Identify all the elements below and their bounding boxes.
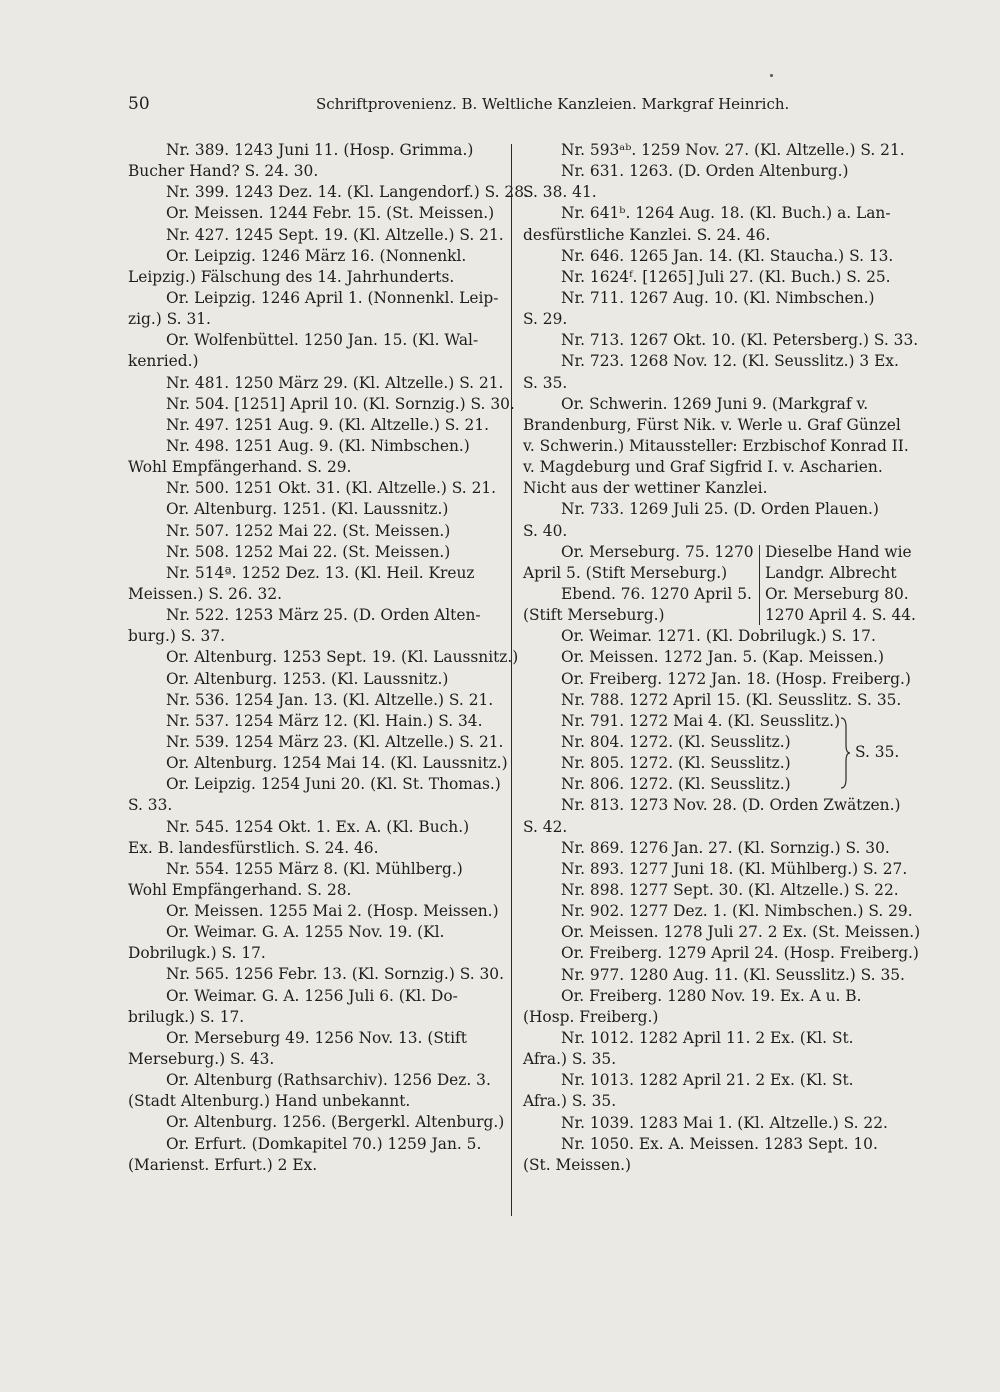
text-line: S. 42. <box>523 817 568 836</box>
text-line: Nr. 554. 1255 März 8. (Kl. Mühlberg.) <box>166 859 463 878</box>
text-line: zig.) S. 31. <box>128 310 211 329</box>
text-line: Or. Altenburg. 1254 Mai 14. (Kl. Laussnitz.) <box>166 754 508 773</box>
merseburg-line-2: April 5. (Stift Merseburg.) <box>523 563 728 582</box>
text-line: Ex. B. landesfürstlich. S. 24. 46. <box>128 838 379 857</box>
text-line: kenried.) <box>128 352 199 371</box>
seusslitz-entry-block <box>523 711 898 796</box>
text-line: (St. Meissen.) <box>523 1155 632 1174</box>
text-line: Or. Freiberg. 1280 Nov. 19. Ex. A u. B. <box>561 986 862 1005</box>
text-line: (Stadt Altenburg.) Hand unbekannt. <box>128 1092 411 1111</box>
print-speck <box>770 74 773 77</box>
text-line: Or. Leipzig. 1254 Juni 20. (Kl. St. Thomas.) <box>166 775 501 794</box>
seusslitz-line-3: Nr. 805. 1272. (Kl. Seusslitz.) <box>561 754 791 773</box>
right-column-entries-a <box>523 140 919 542</box>
text-line: Or. Meissen. 1255 Mai 2. (Hosp. Meissen.) <box>166 902 499 921</box>
text-line: Nr. 539. 1254 März 23. (Kl. Altzelle.) S. 21. <box>166 732 504 751</box>
text-line: Afra.) S. 35. <box>523 1050 617 1069</box>
text-line: Or. Altenburg. 1253. (Kl. Laussnitz.) <box>166 669 449 688</box>
text-line: Nr. 427. 1245 Sept. 19. (Kl. Altzelle.) S. 21. <box>166 225 504 244</box>
text-line: Nr. 977. 1280 Aug. 11. (Kl. Seusslitz.) S. 35. <box>561 965 905 984</box>
text-line: Nr. 869. 1276 Jan. 27. (Kl. Sornzig.) S. 30. <box>561 838 890 857</box>
curly-brace <box>839 717 851 789</box>
text-line: Nr. 498. 1251 Aug. 9. (Kl. Nimbschen.) <box>166 436 470 455</box>
text-line: Nr. 536. 1254 Jan. 13. (Kl. Altzelle.) S. 21. <box>166 690 494 709</box>
text-line: Nr. 545. 1254 Okt. 1. Ex. A. (Kl. Buch.) <box>166 817 470 836</box>
text-line: Or. Wolfenbüttel. 1250 Jan. 15. (Kl. Wal- <box>166 331 479 350</box>
text-line: Or. Leipzig. 1246 März 16. (Nonnenkl. <box>166 246 467 265</box>
text-line: Nr. 593ᵃᵇ. 1259 Nov. 27. (Kl. Altzelle.) S. 21. <box>561 141 905 159</box>
text-line: Nr. 723. 1268 Nov. 12. (Kl. Seusslitz.) 3 Ex. <box>561 352 899 371</box>
text-line: Or. Altenburg (Rathsarchiv). 1256 Dez. 3. <box>166 1071 491 1090</box>
text-line: desfürstliche Kanzlei. S. 24. 46. <box>523 225 771 244</box>
merseburg-line-4: (Stift Merseburg.) <box>523 606 665 625</box>
text-line: Or. Meissen. 1244 Febr. 15. (St. Meissen.) <box>166 204 495 223</box>
text-line: Nr. 788. 1272 April 15. (Kl. Seusslitz. S. 35. <box>561 690 902 709</box>
text-line: Or. Weimar. G. A. 1255 Nov. 19. (Kl. <box>166 923 445 942</box>
text-line: Nr. 1012. 1282 April 11. 2 Ex. (Kl. St. <box>561 1028 854 1047</box>
text-line: S. 33. <box>128 796 173 815</box>
text-line: Or. Leipzig. 1246 April 1. (Nonnenkl. Leip- <box>166 288 499 307</box>
text-line: Meissen.) S. 26. 32. <box>128 584 283 603</box>
text-line: (Hosp. Freiberg.) <box>523 1007 659 1026</box>
page-header <box>128 92 880 116</box>
text-line: Nr. 733. 1269 Juli 25. (D. Orden Plauen.) <box>561 500 879 519</box>
merseburg-line-1: Or. Merseburg. 75. 1270 <box>561 542 754 561</box>
text-line: Nr. 497. 1251 Aug. 9. (Kl. Altzelle.) S. 21. <box>166 415 490 434</box>
text-line: Wohl Empfängerhand. S. 28. <box>128 880 352 899</box>
text-line: Dobrilugk.) S. 17. <box>128 944 266 963</box>
text-line: Or. Weimar. 1271. (Kl. Dobrilugk.) S. 17. <box>561 627 876 646</box>
text-line: Nr. 504. [1251] April 10. (Kl. Sornzig.) S. 30. <box>166 394 515 413</box>
text-line: Nr. 507. 1252 Mai 22. (St. Meissen.) <box>166 521 451 540</box>
page-number: 50 <box>128 94 150 114</box>
left-column <box>128 140 529 1176</box>
text-line: Nr. 893. 1277 Juni 18. (Kl. Mühlberg.) S. 27. <box>561 859 908 878</box>
text-line: S. 38. 41. <box>523 183 597 202</box>
text-line: Or. Erfurt. (Domkapitel 70.) 1259 Jan. 5. <box>166 1134 482 1153</box>
text-line: v. Schwerin.) Mitaussteller: Erzbischof Konrad II. <box>523 436 909 455</box>
text-line: Nr. 522. 1253 März 25. (D. Orden Alten- <box>166 606 481 625</box>
text-line: Leipzig.) Fälschung des 14. Jahrhunderts. <box>128 267 455 286</box>
text-line: Nr. 399. 1243 Dez. 14. (Kl. Langendorf.) S. 28. <box>166 183 529 202</box>
text-line: Nr. 898. 1277 Sept. 30. (Kl. Altzelle.) S. 22. <box>561 880 899 899</box>
text-line: Or. Schwerin. 1269 Juni 9. (Markgraf v. <box>561 394 869 413</box>
merseburg-line-3: Ebend. 76. 1270 April 5. <box>561 584 752 603</box>
text-line: Nr. 514ª. 1252 Dez. 13. (Kl. Heil. Kreuz <box>166 563 475 582</box>
text-line: Or. Weimar. G. A. 1256 Juli 6. (Kl. Do- <box>166 986 458 1005</box>
text-line: Nr. 565. 1256 Febr. 13. (Kl. Sornzig.) S. 30. <box>166 965 504 984</box>
merseburg-note-2: Landgr. Albrecht <box>765 563 897 582</box>
text-line: Nr. 631. 1263. (D. Orden Altenburg.) <box>561 162 849 181</box>
text-line: Nr. 713. 1267 Okt. 10. (Kl. Petersberg.) S. 33. <box>561 331 919 350</box>
right-column-entries-c <box>523 795 921 1176</box>
seusslitz-brace-label: S. 35. <box>855 742 900 761</box>
right-column <box>523 140 921 1176</box>
text-line: S. 29. <box>523 310 568 329</box>
text-line: v. Magdeburg und Graf Sigfrid I. v. Ascharien. <box>523 458 883 477</box>
text-line: Nr. 711. 1267 Aug. 10. (Kl. Nimbschen.) <box>561 288 875 307</box>
text-line: Nr. 1013. 1282 April 21. 2 Ex. (Kl. St. <box>561 1071 854 1090</box>
text-line: Or. Freiberg. 1279 April 24. (Hosp. Freiberg.) <box>561 944 919 963</box>
text-line: Nr. 1624ᶠ. [1265] Juli 27. (Kl. Buch.) S. 25. <box>561 267 891 286</box>
text-line: Nicht aus der wettiner Kanzlei. <box>523 479 768 498</box>
text-line: Nr. 641ᵇ. 1264 Aug. 18. (Kl. Buch.) a. Lan- <box>561 204 891 223</box>
text-line: Nr. 813. 1273 Nov. 28. (D. Orden Zwätzen.) <box>561 796 901 815</box>
text-line: Brandenburg, Fürst Nik. v. Werle u. Graf Günzel <box>523 415 901 434</box>
text-line: Or. Freiberg. 1272 Jan. 18. (Hosp. Freiberg.) <box>561 669 911 688</box>
text-line: Merseburg.) S. 43. <box>128 1050 275 1069</box>
text-line: brilugk.) S. 17. <box>128 1007 245 1026</box>
text-line: Or. Altenburg. 1251. (Kl. Laussnitz.) <box>166 500 449 519</box>
running-title: Schriftprovenienz. B. Weltliche Kanzleien. Markgraf Heinrich. <box>316 95 790 113</box>
text-line: Wohl Empfängerhand. S. 29. <box>128 458 352 477</box>
seusslitz-line-4: Nr. 806. 1272. (Kl. Seusslitz.) <box>561 775 791 794</box>
text-line: Nr. 389. 1243 Juni 11. (Hosp. Grimma.) <box>166 141 474 159</box>
text-line: Nr. 1039. 1283 Mai 1. (Kl. Altzelle.) S. 22. <box>561 1113 888 1132</box>
merseburg-entry-block <box>523 542 916 627</box>
text-line: Or. Altenburg. 1256. (Bergerkl. Altenburg.) <box>166 1113 505 1132</box>
text-line: Nr. 1050. Ex. A. Meissen. 1283 Sept. 10. <box>561 1134 878 1153</box>
text-line: Or. Meissen. 1278 Juli 27. 2 Ex. (St. Meissen.) <box>561 923 921 942</box>
text-line: Nr. 500. 1251 Okt. 31. (Kl. Altzelle.) S. 21. <box>166 479 497 498</box>
text-line: Nr. 646. 1265 Jan. 14. (Kl. Staucha.) S. 13. <box>561 246 894 265</box>
seusslitz-line-2: Nr. 804. 1272. (Kl. Seusslitz.) <box>561 732 791 751</box>
merseburg-note-4: 1270 April 4. S. 44. <box>765 606 916 625</box>
text-line: S. 35. <box>523 373 568 392</box>
text-line: Afra.) S. 35. <box>523 1092 617 1111</box>
text-line: Or. Merseburg 49. 1256 Nov. 13. (Stift <box>166 1028 467 1047</box>
text-line: Nr. 537. 1254 März 12. (Kl. Hain.) S. 34. <box>166 711 483 730</box>
merseburg-note-3: Or. Merseburg 80. <box>765 584 909 603</box>
merseburg-bracket <box>759 545 760 625</box>
text-line: Nr. 508. 1252 Mai 22. (St. Meissen.) <box>166 542 451 561</box>
merseburg-note-1: Dieselbe Hand wie <box>765 542 912 561</box>
text-line: (Marienst. Erfurt.) 2 Ex. <box>128 1155 318 1174</box>
text-line: Nr. 902. 1277 Dez. 1. (Kl. Nimbschen.) S. 29. <box>561 902 913 921</box>
text-line: Nr. 481. 1250 März 29. (Kl. Altzelle.) S. 21. <box>166 373 504 392</box>
column-divider <box>511 144 512 1216</box>
right-column-entries-b <box>523 626 911 711</box>
text-line: Or. Altenburg. 1253 Sept. 19. (Kl. Laussnitz.) <box>166 648 519 667</box>
seusslitz-line-1: Nr. 791. 1272 Mai 4. (Kl. Seusslitz.) <box>561 711 841 730</box>
text-line: Or. Meissen. 1272 Jan. 5. (Kap. Meissen.) <box>561 648 884 667</box>
text-line: burg.) S. 37. <box>128 627 226 646</box>
text-line: S. 40. <box>523 521 568 540</box>
text-line: Bucher Hand? S. 24. 30. <box>128 162 319 181</box>
